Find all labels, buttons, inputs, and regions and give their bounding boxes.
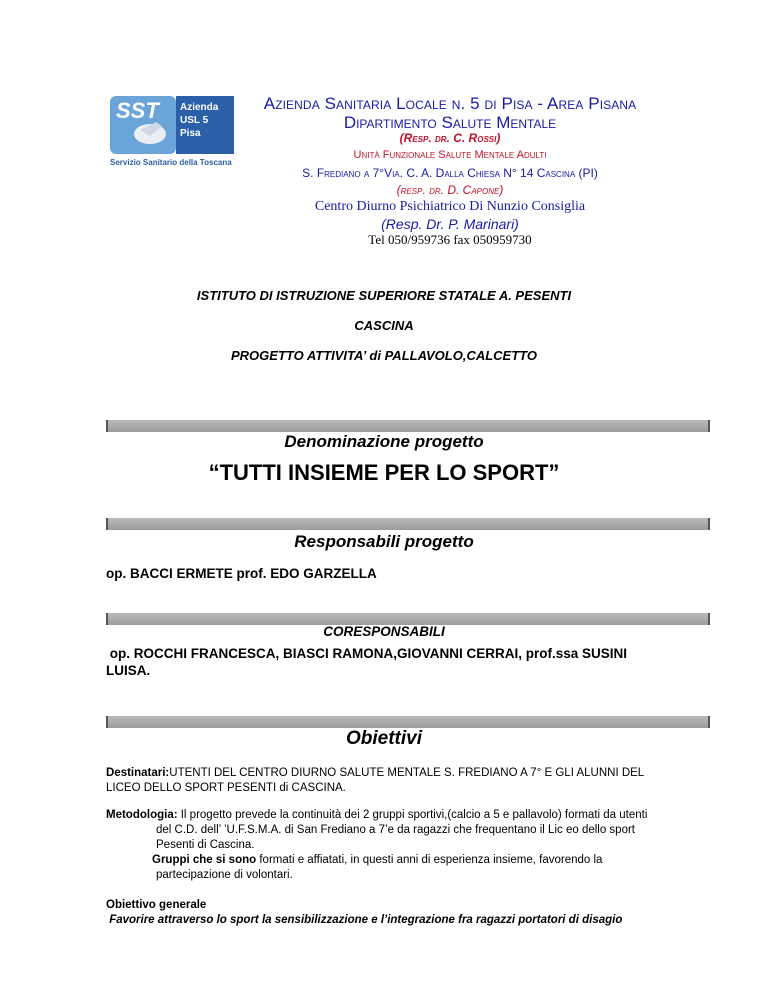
coresponsabili-heading: CORESPONSABILI	[323, 624, 445, 639]
project-title: PROGETTO ATTIVITA’ di PALLAVOLO,CALCETTO	[231, 348, 537, 363]
responsabili-value: op. BACCI ERMETE prof. EDO GARZELLA	[106, 566, 377, 581]
destinatari-label: Destinatari:	[106, 767, 170, 779]
logo-line-1: Azienda	[180, 102, 219, 113]
destinatari-text-2: LICEO DELLO SPORT PESENTI di CASCINA.	[106, 782, 346, 794]
gruppi-bold: Gruppi che si sono	[152, 854, 257, 866]
section-divider	[106, 518, 710, 530]
header-center-head: (Resp. Dr. P. Marinari)	[381, 216, 519, 232]
metodologia-text-2: del C.D. dell’ ’U.F.S.M.A. di San Frediano a 7’e da ragazzi che frequentano il Lic eo dello sport	[156, 824, 635, 836]
section-divider	[106, 420, 710, 432]
denominazione-value: “TUTTI INSIEME PER LO SPORT”	[208, 460, 560, 485]
metodologia-text-3: Pesenti di Cascina.	[156, 839, 255, 851]
logo-caption: Servizio Sanitario della Toscana	[110, 158, 232, 167]
header-department: Dipartimento Salute Mentale	[343, 113, 557, 132]
institute-title: ISTITUTO DI ISTRUZIONE SUPERIORE STATALE A. PESENTI	[196, 288, 572, 303]
metodologia-label: Metodologia:	[106, 809, 178, 821]
destinatari-text-1: UTENTI DEL CENTRO DIURNO SALUTE MENTALE S. FREDIANO A 7° E GLI ALUNNI DEL	[169, 767, 645, 779]
coresponsabili-line-2: LUISA.	[106, 663, 151, 678]
denominazione-heading: Denominazione progetto	[284, 432, 484, 451]
header-unit-head: (resp. dr. D. Capone)	[396, 183, 504, 197]
city-title: CASCINA	[354, 318, 414, 333]
metodologia-text-1: Il progetto prevede la continuità dei 2 gruppi sportivi,(calcio a 5 e pallavolo) formati da utenti	[177, 809, 648, 821]
section-divider	[106, 716, 710, 728]
header-unit: Unità Funzionale Salute Mentale Adulti	[353, 149, 547, 161]
obiettivo-generale-block	[106, 898, 716, 928]
logo-line-3: Pisa	[180, 128, 201, 139]
usl-logo	[110, 96, 258, 176]
gruppi-text-1: formati e affiatati, in questi anni di esperienza insieme, favorendo la	[256, 854, 603, 866]
header-address: S. Frediano a 7°Via. C. A. Dalla Chiesa N° 14 Cascina (PI)	[302, 166, 598, 180]
header-asl-title: Azienda Sanitaria Locale n. 5 di Pisa - Area Pisana	[263, 94, 637, 113]
gruppi-text-2: partecipazione di volontari.	[156, 869, 293, 881]
header-center: Centro Diurno Psichiatrico Di Nunzio Consiglia	[314, 199, 586, 214]
logo-mark: SST	[116, 98, 159, 123]
obiettivo-text: Favorire attraverso lo sport la sensibilizzazione e l’integrazione fra ragazzi portatori di disagio	[106, 914, 623, 926]
header-phone: Tel 050/959736 fax 050959730	[368, 232, 532, 247]
destinatari-block	[106, 766, 716, 796]
obiettivi-heading: Obiettivi	[345, 728, 422, 749]
responsabili-heading: Responsabili progetto	[294, 532, 474, 551]
logo-line-2: USL 5	[180, 115, 209, 126]
metodologia-block	[106, 808, 716, 883]
coresponsabili-line-1: op. ROCCHI FRANCESCA, BIASCI RAMONA,GIOVANNI CERRAI, prof.ssa SUSINI	[106, 646, 628, 661]
obiettivo-label: Obiettivo generale	[106, 899, 207, 911]
header-department-head: (Resp. dr. C. Rossi)	[399, 131, 501, 145]
